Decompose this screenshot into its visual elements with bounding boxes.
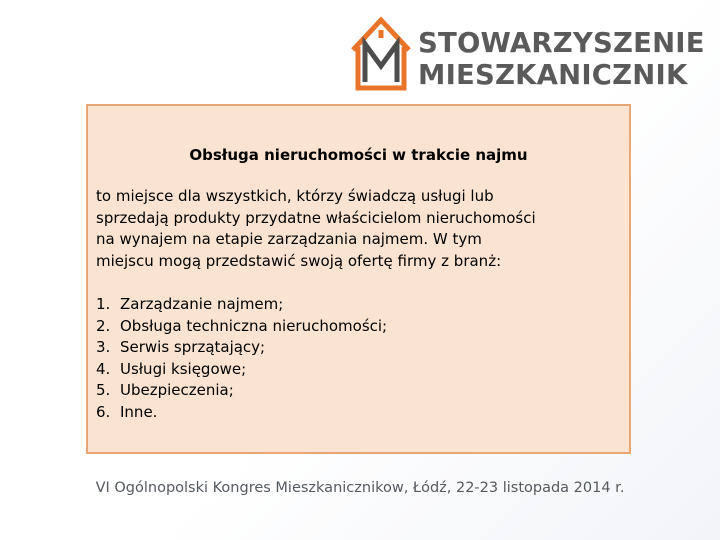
list-item — [96, 316, 596, 338]
list-item-number: 6. — [96, 402, 111, 421]
content-box — [86, 104, 631, 454]
list-item — [96, 402, 596, 424]
list-item-text: Serwis sprzątający; — [120, 338, 266, 356]
industry-list — [96, 294, 596, 423]
paragraph-line: sprzedają produkty przydatne właścicielom nieruchomości — [96, 208, 536, 227]
logo — [350, 14, 710, 94]
house-logo-icon — [350, 14, 412, 92]
list-item-number: 1. — [96, 295, 111, 313]
logo-text-line-2: MIESZKANICZNIK — [418, 59, 688, 91]
list-item — [96, 359, 596, 381]
list-item-number: 4. — [96, 359, 111, 378]
list-item-text: Zarządzanie najmem; — [120, 295, 284, 313]
paragraph-line: na wynajem na etapie zarządzania najmem. W tym — [96, 230, 482, 248]
list-item-number: 3. — [96, 338, 111, 356]
logo-text-line-1: STOWARZYSZENIE — [418, 27, 705, 59]
list-item-text: Obsługa techniczna nieruchomości; — [120, 316, 388, 335]
paragraph-line: miejscu mogą przedstawić swoją ofertę firmy z branż: — [96, 251, 502, 270]
list-item-text: Usługi księgowe; — [120, 359, 247, 378]
list-item — [96, 294, 596, 316]
list-item-text: Inne. — [120, 402, 158, 421]
list-item-number: 2. — [96, 316, 111, 335]
list-item — [96, 337, 596, 359]
list-item — [96, 380, 596, 402]
footer-caption: VI Ogólnopolski Kongres Mieszkanicznikow, Łódź, 22-23 listopada 2014 r. — [95, 480, 625, 496]
list-item-number: 5. — [96, 381, 111, 399]
list-item-text: Ubezpieczenia; — [120, 381, 234, 399]
paragraph-line: to miejsce dla wszystkich, którzy świadczą usługi lub — [96, 187, 494, 205]
intro-paragraph — [96, 186, 626, 272]
section-title: Obsługa nieruchomości w trakcie najmu — [189, 146, 528, 164]
